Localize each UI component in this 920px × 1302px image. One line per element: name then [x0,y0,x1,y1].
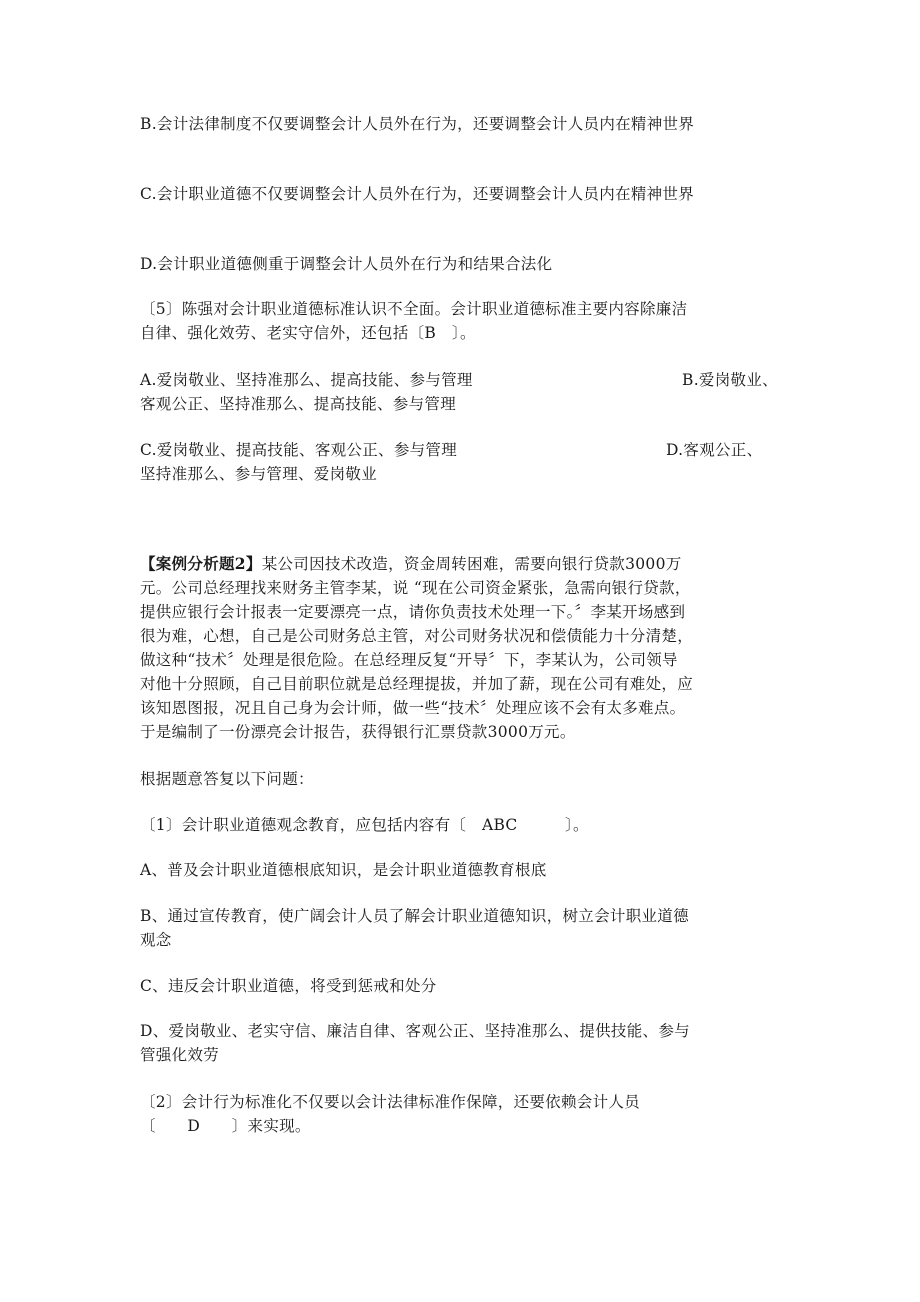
q5-stem-line1: 〔5〕陈强对会计职业道德标准认识不全面。会计职业道德标准主要内容除廉洁 [140,300,688,318]
q2-stem-line1: 〔2〕会计行为标准化不仅要以会计法律标准作保障，还要依赖会计人员 [140,1093,640,1111]
q5-stem-line2: 自律、强化效劳、老实守信外，还包括〔B 〕。 [140,324,476,342]
q1-option-d-line2: 管强化效劳 [140,1046,220,1064]
instructions: 根据题意答复以下问题： [140,770,314,788]
q4-option-c: C.会计职业道德不仅要调整会计人员外在行为，还要调整会计人员内在精神世界 [140,185,695,203]
q1-option-a: A、普及会计职业道德根底知识，是会计职业道德教育根底 [140,861,547,879]
case2-line6: 对他十分照顾，自己目前职位就是总经理提拔，并加了薪，现在公司有难处，应 [140,675,694,693]
q4-option-b: B.会计法律制度不仅要调整会计人员外在行为，还要调整会计人员内在精神世界 [140,115,695,133]
q1-option-d-line1: D、爱岗敬业、老实守信、廉洁自律、客观公正、坚持准那么、提供技能、参与 [140,1022,690,1040]
q5-option-d-rest: 坚持准那么、参与管理、爱岗敬业 [140,465,378,483]
case2-line3: 提供应银行会计报表一定要漂亮一点，请你负责技术处理一下。〞李某开场感到 [140,603,686,621]
case2-line7: 该知恩图报，况且自己身为会计师，做一些“技术〞处理应该不会有太多难点。 [140,699,686,717]
q5-option-c: C.爱岗敬业、提高技能、客观公正、参与管理 [140,441,458,459]
case2-first-line [140,552,682,576]
q1-option-b-line2: 观念 [140,931,172,949]
q5-option-b-rest: 客观公正、坚持准那么、提高技能、参与管理 [140,395,457,413]
case2-line5: 做这种“技术〞处理是很危险。在总经理反复“开导〞下，李某认为，公司领导 [140,651,678,669]
q5-option-b-start: B.爱岗敬业、 [682,371,778,389]
case2-line1: 某公司因技术改造，资金周转困难，需要向银行贷款3000万 [261,555,682,573]
q4-option-d: D.会计职业道德侧重于调整会计人员外在行为和结果合法化 [140,255,553,273]
case2-line2: 元。公司总经理找来财务主管李某，说 “现在公司资金紧张，急需向银行贷款， [140,579,691,597]
q1-stem: 〔1〕会计职业道德观念教育，应包括内容有〔 ABC 〕。 [140,816,589,834]
q1-option-b-line1: B、通过宣传教育，使广阔会计人员了解会计职业道德知识，树立会计职业道德 [140,907,689,925]
q5-option-d-start: D.客观公正、 [666,441,763,459]
q5-option-a: A.爱岗敬业、坚持准那么、提高技能、参与管理 [140,371,473,389]
case2-heading: 【案例分析题2】 [140,554,262,573]
case2-line8: 于是编制了一份漂亮会计报告，获得银行汇票贷款3000万元。 [140,723,576,741]
case2-line4: 很为难，心想，自己是公司财务总主管，对公司财务状况和偿债能力十分清楚， [140,627,694,645]
q1-option-c: C、违反会计职业道德，将受到惩戒和处分 [140,977,437,995]
q2-stem-line2: 〔 D 〕来实现。 [140,1117,311,1135]
